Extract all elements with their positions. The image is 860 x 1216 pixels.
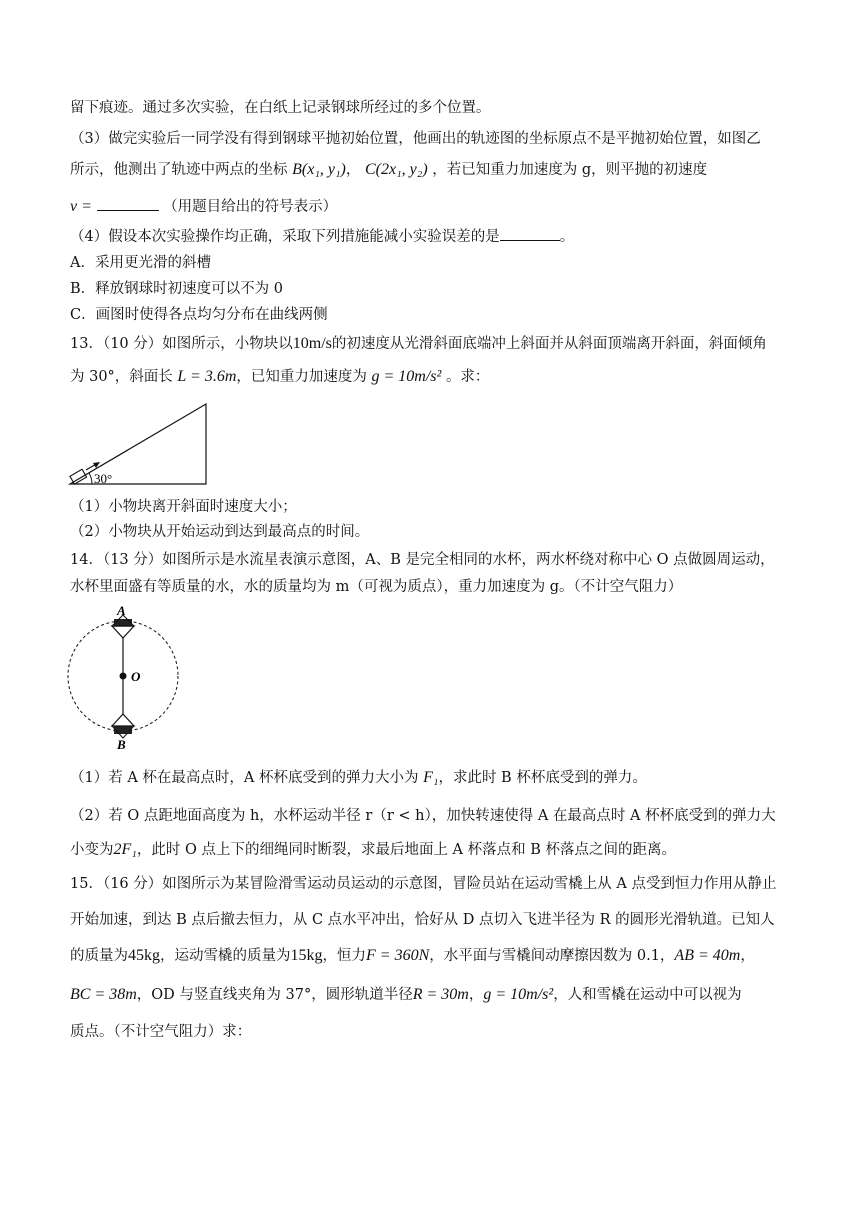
answer-blank-q4 <box>500 226 560 241</box>
cup-b-label: B <box>117 737 126 752</box>
text-line-q3: （3）做完实验后一同学没有得到钢球平抛初始位置，他画出的轨迹图的坐标原点不是平抛初始位置，如图乙 <box>70 131 761 147</box>
angle-label: 30° <box>94 471 113 486</box>
text-line-q4 <box>70 226 574 247</box>
cup-b <box>112 714 134 738</box>
text-segment: ，若已知重力加速度为 g，则平抛的初速度 <box>432 162 708 178</box>
gravity-value-15: g = 10m/s² <box>483 986 554 1003</box>
text-segment: ，恒力 <box>322 948 366 964</box>
text-segment: ， <box>740 948 755 964</box>
text-segment: （1）若 A 杯在最高点时，A 杯杯底受到的弹力大小为 <box>70 770 419 786</box>
point-c-coords: C(2x₁, y₂) <box>364 161 428 178</box>
option-a: A．采用更光滑的斜槽 <box>70 255 211 271</box>
option-b: B．释放钢球时初速度可以不为 0 <box>70 281 283 297</box>
text-segment: 的初速度从光滑斜面底端冲上斜面并从斜面顶端离开斜面，斜面倾角 <box>331 336 767 352</box>
question-14-sub2-line2 <box>70 840 676 860</box>
question-13-line1 <box>70 334 767 354</box>
option-c: C．画图时使得各点均匀分布在曲线两侧 <box>70 307 328 323</box>
text-segment: ，人和雪橇在运动中可以视为 <box>553 987 742 1003</box>
velocity-symbol: v = <box>70 198 92 215</box>
text-line-q3-answer <box>70 196 337 217</box>
angle-arc <box>89 473 92 484</box>
incline-length: L = 3.6m <box>177 368 237 385</box>
initial-velocity: 10m/s <box>292 335 332 352</box>
text-segment: ，求此时 B 杯杯底受到的弹力。 <box>438 770 647 786</box>
text-segment: （用题目给出的符号表示） <box>163 199 338 215</box>
sled-mass: 15kg <box>290 947 323 964</box>
question-15-line1: 15．（16 分）如图所示为某冒险滑雪运动员运动的示意图，冒险员站在运动雪橇上从 A 点受到恒力作用从静止 <box>70 876 777 892</box>
question-13-sub1: （1）小物块离开斜面时速度大小； <box>70 499 297 515</box>
text-line-1: 留下痕迹。通过多次实验，在白纸上记录钢球所经过的多个位置。 <box>70 100 491 116</box>
distance-bc: BC = 38m <box>70 986 137 1003</box>
force-f1: F₁ <box>423 769 439 786</box>
text-segment: 13．（10 分）如图所示，小物块以 <box>70 336 293 352</box>
distance-ab: AB = 40m <box>674 947 741 964</box>
text-segment: 为 30°，斜面长 <box>70 369 173 385</box>
cup-a <box>112 615 134 638</box>
question-15-line4 <box>70 985 742 1005</box>
text-segment: ，此时 O 点上下的细绳同时断裂，求最后地面上 A 杯落点和 B 杯落点之间的距离。 <box>136 842 677 858</box>
question-14-line1: 14．（13 分）如图所示是水流星表演示意图，A、B 是完全相同的水杯，两水杯绕对称中心 O 点做圆周运动， <box>70 552 775 568</box>
question-13-line2 <box>70 367 489 387</box>
text-segment: 的质量为 <box>70 948 128 964</box>
question-14-sub2-line1: （2）若 O 点距地面高度为 h，水杯运动半径 r（r < h），加快转速使得 A 在最高点时 A 杯杯底受到的弹力大 <box>70 808 776 824</box>
incline-figure <box>66 400 216 490</box>
track-radius: R = 30m <box>412 986 469 1003</box>
text-line-q3-coords: 所示，他测出了轨迹中两点的坐标 B(x₁, y₁)， C(2x₁, y₂) ，若已知重力加速度为 g，则平抛的初速度 <box>70 161 708 178</box>
center-point <box>120 673 127 680</box>
water-meteor-figure <box>66 602 186 752</box>
question-14-line2: 水杯里面盛有等质量的水，水的质量均为 m（可视为质点），重力加速度为 g。（不计空气阻力） <box>70 579 683 595</box>
constant-force: F = 360N <box>366 947 430 964</box>
question-13-sub2: （2）小物块从开始运动到达到最高点的时间。 <box>70 524 370 540</box>
point-b-coords: B(x₁, y₁) <box>292 161 346 178</box>
text-segment: ，水平面与雪橇间动摩擦因数为 0.1， <box>429 948 675 964</box>
text-segment: ， <box>468 987 484 1003</box>
question-14-sub1 <box>70 768 647 788</box>
force-2f1: 2F₁ <box>113 841 137 858</box>
question-15-line2: 开始加速，到达 B 点后撤去恒力，从 C 点水平冲出，恰好从 D 点切入飞进半径为 R 的圆形光滑轨道。已知人 <box>70 912 775 928</box>
center-label: O <box>131 669 141 684</box>
question-15-line5: 质点。（不计空气阻力）求： <box>70 1024 252 1040</box>
person-mass: 45kg <box>128 947 160 964</box>
text-segment: 。求： <box>445 369 490 385</box>
question-15-line3 <box>70 946 755 966</box>
text-segment: 所示，他测出了轨迹中两点的坐标 <box>70 162 288 178</box>
cup-a-label: A <box>117 603 126 618</box>
answer-blank-v <box>97 196 159 211</box>
text-segment: （4）假设本次实验操作均正确，采取下列措施能减小实验误差的是 <box>70 229 500 245</box>
gravity-value: g = 10m/s² <box>371 368 442 385</box>
incline-triangle <box>70 404 206 484</box>
text-segment: 。 <box>559 229 575 245</box>
text-segment: ，OD 与竖直线夹角为 37°，圆形轨道半径 <box>136 987 413 1003</box>
text-segment: ，已知重力加速度为 <box>236 369 367 385</box>
text-segment: 小变为 <box>70 842 114 858</box>
text-segment: ，运动雪橇的质量为 <box>160 948 291 964</box>
